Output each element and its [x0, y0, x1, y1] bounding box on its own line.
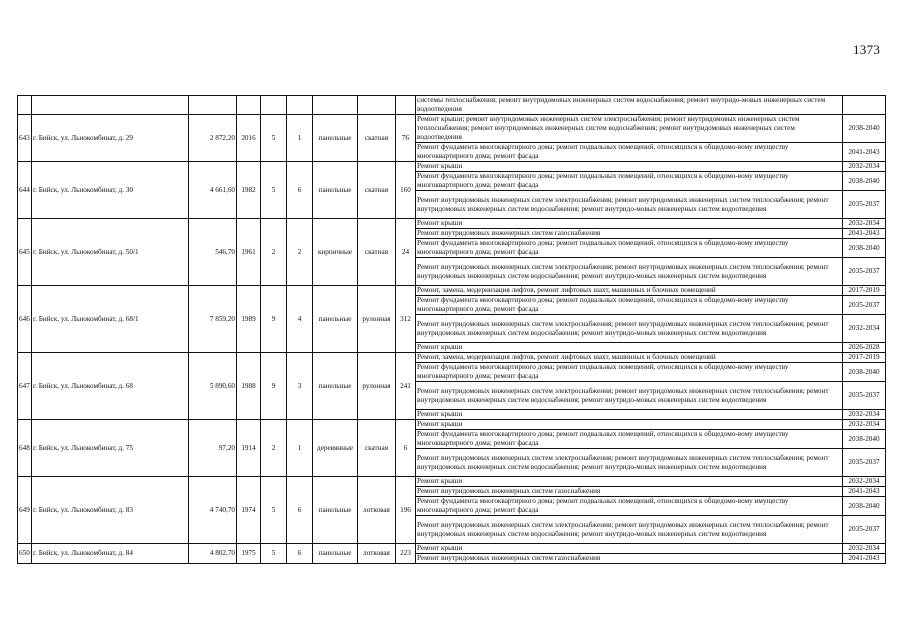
- work-description: Ремонт внутридомовых инженерных систем электроснабжения; ремонт внутридомовых инженерных систем теплоснабжения; ремонт внутридомовых инженерных систем водоснабжения; ремонт внутридо-мовых инженерных систем водоотведения: [416, 191, 843, 219]
- work-period: 2026-2028: [843, 343, 886, 353]
- work-description: Ремонт крыши: [416, 410, 843, 420]
- work-period: 2041-2043: [843, 143, 886, 162]
- resident-count: 160: [396, 162, 416, 219]
- floor-count: 5: [261, 544, 287, 564]
- building-area: 4 740,70: [189, 477, 237, 544]
- resident-count: 241: [396, 353, 416, 420]
- work-description: Ремонт крыши: [416, 477, 843, 487]
- work-description: Ремонт крыши; ремонт внутридомовых инженерных систем электроснабжения; ремонт внутридомовых инженерных систем теплоснабжения; ремонт внутридомовых инженерных систем водоснабжения; ремонт внутридомовых инженерных систем водоотведения: [416, 115, 843, 143]
- work-description: Ремонт фундамента многоквартирного дома; ремонт подвальных помещений, относящихся к общедомо-вому имуществу многоквартирного дома; ремонт фасада: [416, 143, 843, 162]
- work-description: системы теплоснабжения; ремонт внутридомовых инженерных систем водоснабжения; ремонт внутридо-мовых инженерных систем водоотведения: [416, 96, 843, 115]
- work-period: 2032-2034: [843, 544, 886, 554]
- table-row: [18, 544, 886, 554]
- row-number: 644: [18, 162, 32, 219]
- work-period: 2035-2037: [843, 382, 886, 410]
- table-row: [18, 420, 886, 430]
- work-description: Ремонт внутридомовых инженерных систем электроснабжения; ремонт внутридомовых инженерных систем теплоснабжения; ремонт внутридомовых инженерных систем водоснабжения; ремонт внутридо-мовых инженерных систем водоотведения: [416, 516, 843, 544]
- empty-cell: [32, 96, 189, 115]
- row-number: 646: [18, 286, 32, 353]
- building-address: г. Бийск, ул. Льнокомбинат, д. 29: [32, 115, 189, 162]
- work-period: 2038-2040: [843, 172, 886, 191]
- year-built: 1982: [237, 162, 261, 219]
- entrance-count: 1: [287, 115, 313, 162]
- roof-type: лотковая: [358, 477, 396, 544]
- roof-type: рулонная: [358, 353, 396, 420]
- wall-material: деревянные: [313, 420, 358, 477]
- building-address: г. Бийск, ул. Льнокомбинат, д. 30: [32, 162, 189, 219]
- work-description: Ремонт внутридомовых инженерных систем электроснабжения; ремонт внутридомовых инженерных систем теплоснабжения; ремонт внутридомовых инженерных систем водоснабжения; ремонт внутридо-мовых инженерных систем водоотведения: [416, 449, 843, 477]
- empty-cell: [396, 96, 416, 115]
- year-built: 1975: [237, 544, 261, 564]
- roof-type: лотковая: [358, 544, 396, 564]
- work-description: Ремонт фундамента многоквартирного дома; ремонт подвальных помещений, относящихся к общедомо-вому имуществу многоквартирного дома; ремонт фасада: [416, 430, 843, 449]
- work-description: Ремонт фундамента многоквартирного дома; ремонт подвальных помещений, относящихся к общедомо-вому имуществу многоквартирного дома; ремонт фасада: [416, 497, 843, 516]
- roof-type: скатная: [358, 219, 396, 286]
- work-period: 2035-2037: [843, 296, 886, 315]
- work-period: 2032-2034: [843, 477, 886, 487]
- floor-count: 5: [261, 477, 287, 544]
- building-area: 97,20: [189, 420, 237, 477]
- work-description: Ремонт фундамента многоквартирного дома; ремонт подвальных помещений, относящихся к общедомо-вому имуществу многоквартирного дома; ремонт фасада: [416, 172, 843, 191]
- work-description: Ремонт крыши: [416, 420, 843, 430]
- building-area: 7 859,20: [189, 286, 237, 353]
- building-address: г. Бийск, ул. Льнокомбинат, д. 84: [32, 544, 189, 564]
- work-description: Ремонт фундамента многоквартирного дома; ремонт подвальных помещений, относящихся к общедомо-вому имуществу многоквартирного дома; ремонт фасада: [416, 296, 843, 315]
- work-period: 2032-2034: [843, 162, 886, 172]
- building-address: г. Бийск, ул. Льнокомбинат, д. 50/1: [32, 219, 189, 286]
- roof-type: скатная: [358, 115, 396, 162]
- empty-cell: [313, 96, 358, 115]
- work-description: Ремонт фундамента многоквартирного дома; ремонт подвальных помещений, относящихся к общедомо-вому имуществу многоквартирного дома; ремонт фасада: [416, 239, 843, 258]
- wall-material: панельные: [313, 544, 358, 564]
- entrance-count: 6: [287, 544, 313, 564]
- work-description: Ремонт, замена, модернизация лифтов, ремонт лифтовых шахт, машинных и блочных помещений: [416, 286, 843, 296]
- empty-cell: [18, 96, 32, 115]
- work-period: 2035-2037: [843, 258, 886, 286]
- building-area: 5 890,60: [189, 353, 237, 420]
- work-description: Ремонт крыши: [416, 343, 843, 353]
- resident-count: 24: [396, 219, 416, 286]
- year-built: 1988: [237, 353, 261, 420]
- entrance-count: 2: [287, 219, 313, 286]
- work-period: 2032-2034: [843, 410, 886, 420]
- work-period: 2035-2037: [843, 191, 886, 219]
- resident-count: 312: [396, 286, 416, 353]
- work-period: 2038-2040: [843, 430, 886, 449]
- work-period: 2038-2040: [843, 497, 886, 516]
- table-row: [18, 96, 886, 115]
- row-number: 647: [18, 353, 32, 420]
- building-area: 4 661,60: [189, 162, 237, 219]
- work-description: Ремонт внутридомовых инженерных систем электроснабжения; ремонт внутридомовых инженерных систем теплоснабжения; ремонт внутридомовых инженерных систем водоснабжения; ремонт внутридо-мовых инженерных систем водоотведения: [416, 258, 843, 286]
- year-built: 1989: [237, 286, 261, 353]
- floor-count: 2: [261, 219, 287, 286]
- empty-cell: [287, 96, 313, 115]
- work-period: 2038-2040: [843, 115, 886, 143]
- entrance-count: 1: [287, 420, 313, 477]
- work-period: 2035-2037: [843, 516, 886, 544]
- resident-count: 223: [396, 544, 416, 564]
- wall-material: панельные: [313, 353, 358, 420]
- building-address: г. Бийск, ул. Льнокомбинат, д. 83: [32, 477, 189, 544]
- table-body: [18, 96, 886, 564]
- floor-count: 9: [261, 353, 287, 420]
- building-address: г. Бийск, ул. Льнокомбинат, д. 75: [32, 420, 189, 477]
- table-row: [18, 219, 886, 229]
- year-built: 2016: [237, 115, 261, 162]
- floor-count: 5: [261, 162, 287, 219]
- empty-cell: [358, 96, 396, 115]
- row-number: 649: [18, 477, 32, 544]
- building-area: 546,70: [189, 219, 237, 286]
- empty-cell: [261, 96, 287, 115]
- resident-count: 6: [396, 420, 416, 477]
- work-period: 2038-2040: [843, 363, 886, 382]
- work-description: Ремонт внутридомовых инженерных систем электроснабжения; ремонт внутридомовых инженерных систем теплоснабжения; ремонт внутридомовых инженерных систем водоснабжения; ремонт внутридо-мовых инженерных систем водоотведения: [416, 382, 843, 410]
- row-number: 650: [18, 544, 32, 564]
- work-period: 2032-2034: [843, 315, 886, 343]
- empty-cell: [237, 96, 261, 115]
- row-number: 648: [18, 420, 32, 477]
- building-address: г. Бийск, ул. Льнокомбинат, д. 68/1: [32, 286, 189, 353]
- building-address: г. Бийск, ул. Льнокомбинат, д. 68: [32, 353, 189, 420]
- work-period: 2041-2043: [843, 487, 886, 497]
- work-period: 2032-2034: [843, 420, 886, 430]
- wall-material: кирпичные: [313, 219, 358, 286]
- work-description: Ремонт, замена, модернизация лифтов, ремонт лифтовых шахт, машинных и блочных помещений: [416, 353, 843, 363]
- work-period: [843, 96, 886, 115]
- empty-cell: [189, 96, 237, 115]
- work-description: Ремонт внутридомовых инженерных систем газоснабжения: [416, 554, 843, 564]
- floor-count: 5: [261, 115, 287, 162]
- row-number: 643: [18, 115, 32, 162]
- work-period: 2032-2034: [843, 219, 886, 229]
- table-row: [18, 115, 886, 143]
- work-description: Ремонт внутридомовых инженерных систем газоснабжения: [416, 229, 843, 239]
- table-row: [18, 286, 886, 296]
- work-period: 2038-2040: [843, 239, 886, 258]
- building-area: 4 802,70: [189, 544, 237, 564]
- table-row: [18, 162, 886, 172]
- roof-type: скатная: [358, 420, 396, 477]
- wall-material: панельные: [313, 477, 358, 544]
- work-period: 2017-2019: [843, 286, 886, 296]
- wall-material: панельные: [313, 162, 358, 219]
- work-period: 2041-2043: [843, 554, 886, 564]
- work-description: Ремонт внутридомовых инженерных систем газоснабжения: [416, 487, 843, 497]
- year-built: 1961: [237, 219, 261, 286]
- wall-material: панельные: [313, 115, 358, 162]
- entrance-count: 6: [287, 477, 313, 544]
- entrance-count: 6: [287, 162, 313, 219]
- work-description: Ремонт крыши: [416, 219, 843, 229]
- building-area: 2 872,20: [189, 115, 237, 162]
- work-period: 2041-2043: [843, 229, 886, 239]
- resident-count: 196: [396, 477, 416, 544]
- page-number: 1373: [853, 42, 881, 57]
- roof-type: скатная: [358, 162, 396, 219]
- work-description: Ремонт крыши: [416, 162, 843, 172]
- table-row: [18, 477, 886, 487]
- work-period: 2017-2019: [843, 353, 886, 363]
- floor-count: 2: [261, 420, 287, 477]
- floor-count: 9: [261, 286, 287, 353]
- row-number: 645: [18, 219, 32, 286]
- work-description: Ремонт внутридомовых инженерных систем электроснабжения; ремонт внутридомовых инженерных систем теплоснабжения; ремонт внутридомовых инженерных систем водоснабжения; ремонт внутридо-мовых инженерных систем водоотведения: [416, 315, 843, 343]
- table-row: [18, 353, 886, 363]
- repair-schedule-table: [17, 95, 886, 564]
- year-built: 1914: [237, 420, 261, 477]
- roof-type: рулонная: [358, 286, 396, 353]
- entrance-count: 4: [287, 286, 313, 353]
- resident-count: 76: [396, 115, 416, 162]
- year-built: 1974: [237, 477, 261, 544]
- work-description: Ремонт фундамента многоквартирного дома; ремонт подвальных помещений, относящихся к общедомо-вому имуществу многоквартирного дома; ремонт фасада: [416, 363, 843, 382]
- entrance-count: 3: [287, 353, 313, 420]
- work-period: 2035-2037: [843, 449, 886, 477]
- work-description: Ремонт крыши: [416, 544, 843, 554]
- wall-material: панельные: [313, 286, 358, 353]
